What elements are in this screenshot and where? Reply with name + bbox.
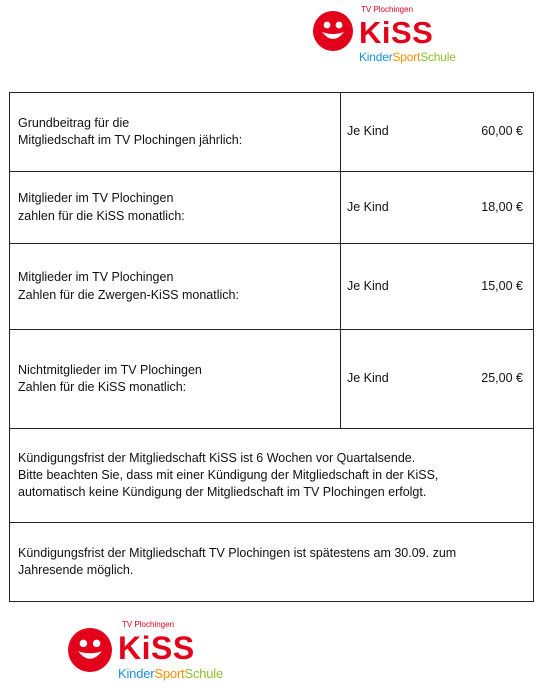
fee-unit: Je Kind [347, 278, 389, 293]
fee-price-cell [341, 330, 534, 429]
fee-amount: 15,00 € [481, 278, 523, 293]
kiss-logo-bottom [68, 614, 223, 681]
fee-row [10, 244, 534, 330]
cancellation-notice-kiss: Kündigungsfrist der Mitgliedschaft KiSS ist 6 Wochen vor Quartalsende. Bitte beachten Sie, dass mit einer Kündigung der Mitgliedschaft in der KiSS, automatisch keine Kündigung der Mitgliedschaft im TV Plochingen erfolgt. [10, 429, 534, 523]
notice-row [10, 429, 534, 523]
fee-amount: 18,00 € [481, 199, 523, 214]
fee-row [10, 172, 534, 244]
logo-school-name: KinderSportSchule [359, 50, 456, 64]
smiley-logo-icon [313, 11, 353, 51]
fee-description: Nichtmitglieder im TV Plochingen Zahlen für die KiSS monatlich: [10, 330, 341, 429]
fee-unit: Je Kind [347, 124, 389, 139]
logo-brand: KiSS [118, 630, 195, 666]
fee-price-cell [341, 93, 534, 172]
cancellation-notice-tv: Kündigungsfrist der Mitgliedschaft TV Plochingen ist spätestens am 30.09. zum Jahresende möglich. [10, 523, 534, 602]
fee-unit: Je Kind [347, 371, 389, 386]
smiley-logo-icon [68, 628, 112, 672]
fee-price-cell [341, 172, 534, 244]
fee-description: Mitglieder im TV Plochingen zahlen für die KiSS monatlich: [10, 172, 341, 244]
fee-unit: Je Kind [347, 199, 389, 214]
fee-price-cell [341, 244, 534, 330]
kiss-logo-top [313, 3, 456, 64]
fee-table [9, 92, 534, 602]
fee-row [10, 330, 534, 429]
fee-description: Grundbeitrag für die Mitgliedschaft im TV Plochingen jährlich: [10, 93, 341, 172]
logo-club-name: TV Plochingen [361, 5, 414, 14]
logo-brand: KiSS [359, 15, 434, 50]
notice-row [10, 523, 534, 602]
fee-amount: 60,00 € [481, 124, 523, 139]
fee-description: Mitglieder im TV Plochingen Zahlen für die Zwergen-KiSS monatlich: [10, 244, 341, 330]
logo-club-name: TV Plochingen [122, 620, 175, 629]
fee-amount: 25,00 € [481, 371, 523, 386]
logo-school-name: KinderSportSchule [118, 666, 224, 681]
fee-row [10, 93, 534, 172]
